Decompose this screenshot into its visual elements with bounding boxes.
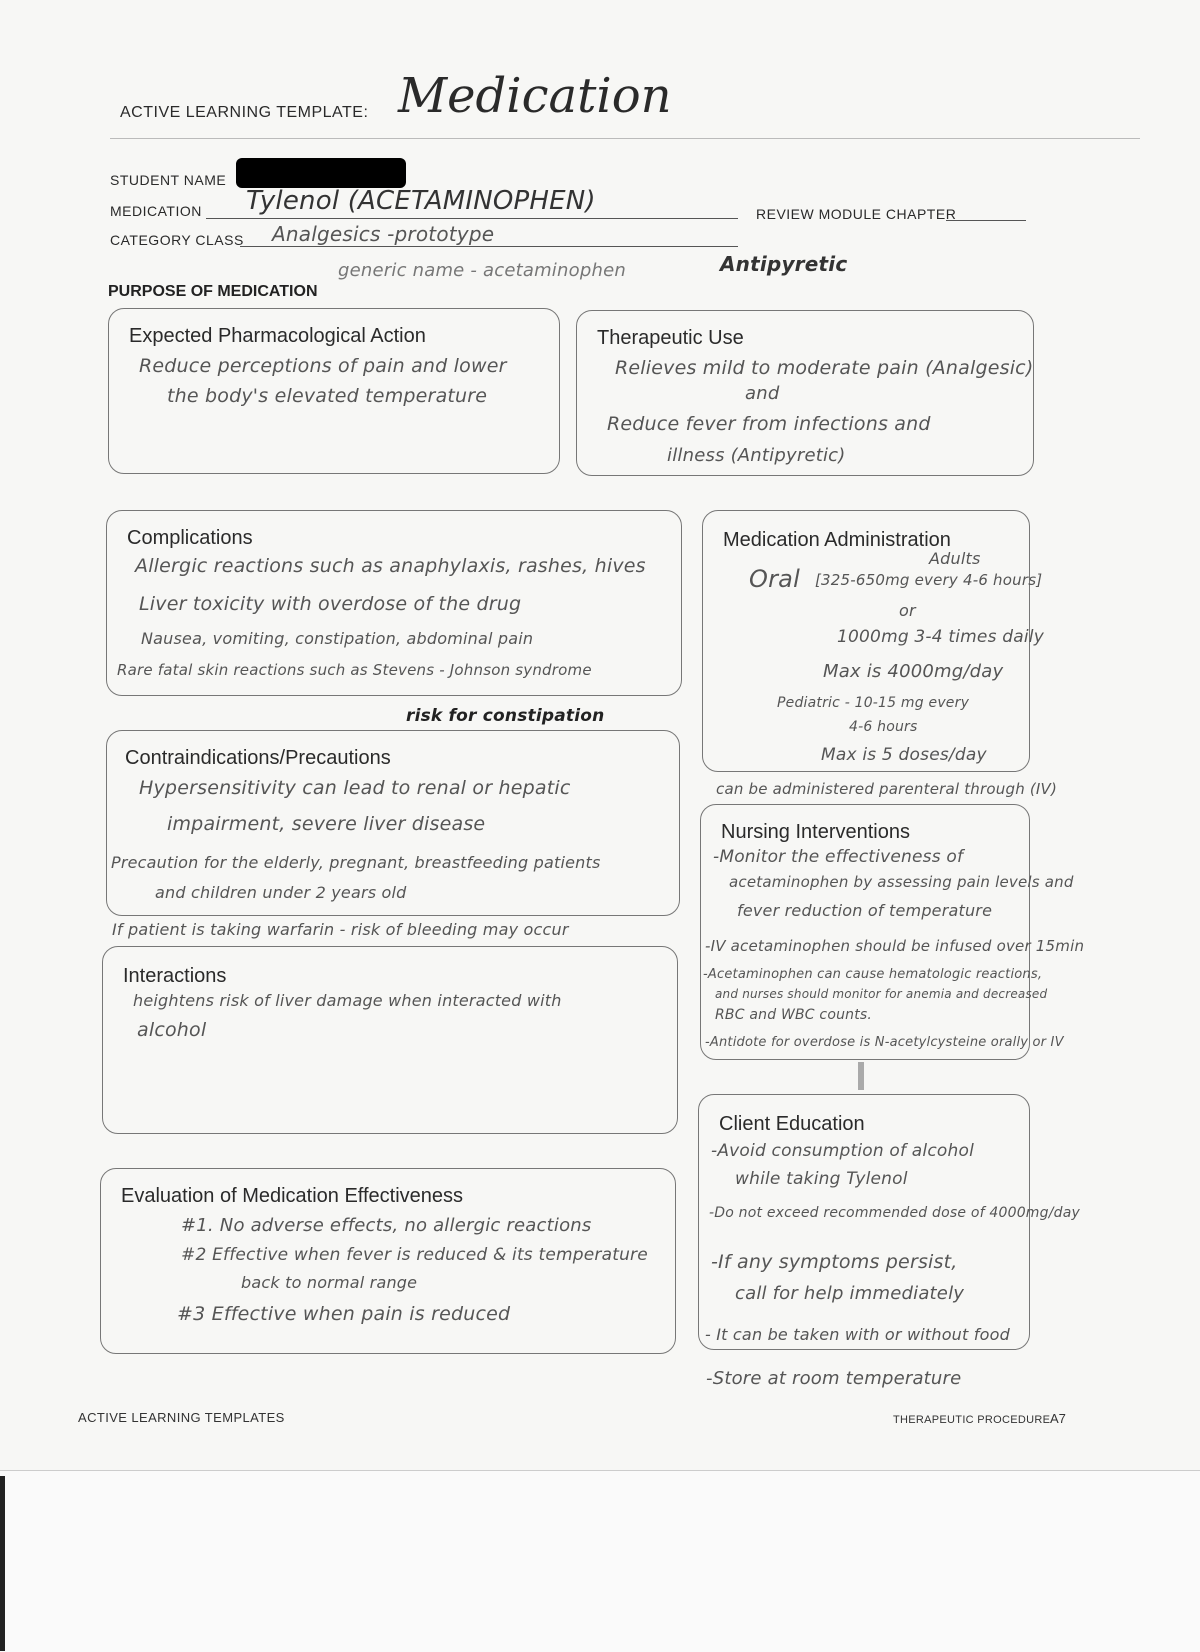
nursing-line: and nurses should monitor for anemia and decreased (715, 987, 1048, 1001)
therapeutic-use-line: Relieves mild to moderate pain (Analgesic) (615, 357, 1034, 379)
contraindications-line: and children under 2 years old (155, 883, 407, 902)
administration-or: or (899, 601, 916, 620)
evaluation-box (100, 1168, 676, 1354)
nursing-line: acetaminophen by assessing pain levels and (729, 873, 1074, 891)
category-value: Analgesics -prototype (272, 222, 495, 246)
generic-name-note: generic name - acetaminophen (338, 260, 626, 281)
complications-note: risk for constipation (406, 706, 605, 726)
medication-underline (206, 218, 738, 219)
interactions-line: alcohol (137, 1019, 207, 1041)
student-name-label: STUDENT NAME (110, 172, 227, 188)
interactions-box (102, 946, 678, 1134)
administration-box (702, 510, 1044, 772)
evaluation-line: #2 Effective when fever is reduced & its temperature (181, 1245, 648, 1265)
education-line: -Store at room temperature (706, 1368, 962, 1389)
education-line: call for help immediately (735, 1283, 965, 1304)
template-prefix: ACTIVE LEARNING TEMPLATE: (120, 104, 369, 121)
interactions-line: heightens risk of liver damage when interacted with (133, 991, 562, 1010)
nursing-line: -Monitor the effectiveness of (713, 847, 964, 867)
purpose-label: PURPOSE OF MEDICATION (108, 283, 318, 300)
education-box (698, 1094, 1080, 1350)
expected-action-title: Expected Pharmacological Action (129, 325, 426, 347)
contraindications-title: Contraindications/Precautions (125, 747, 391, 769)
contraindications-line: Hypersensitivity can lead to renal or hepatic (139, 777, 571, 799)
nursing-line: -Acetaminophen can cause hematologic reactions, (703, 967, 1043, 982)
medication-value: Tylenol (ACETAMINOPHEN) (246, 186, 596, 216)
therapeutic-use-line: and (745, 383, 780, 404)
education-line: -If any symptoms persist, (711, 1251, 958, 1273)
page-bottom-edge (0, 1470, 1200, 1652)
category-label: CATEGORY CLASS (110, 232, 244, 248)
complications-line: Liver toxicity with overdose of the drug (139, 593, 522, 615)
therapeutic-use-line: illness (Antipyretic) (667, 445, 846, 466)
connector-line (858, 1062, 864, 1090)
education-line: -Avoid consumption of alcohol (711, 1141, 974, 1161)
administration-title: Medication Administration (723, 529, 951, 551)
footer-page: A7 (1050, 1411, 1066, 1426)
administration-pediatric-max: Max is 5 doses/day (821, 745, 987, 765)
contraindications-box (106, 730, 680, 916)
header-rule (110, 138, 1140, 139)
evaluation-line: #1. No adverse effects, no allergic reactions (181, 1215, 592, 1236)
administration-dose1: [325-650mg every 4-6 hours] (815, 571, 1043, 589)
education-line: while taking Tylenol (735, 1169, 908, 1189)
administration-dose2: 1000mg 3-4 times daily (837, 627, 1044, 647)
footer-left: ACTIVE LEARNING TEMPLATES (78, 1410, 285, 1425)
education-line: - It can be taken with or without food (705, 1325, 1010, 1344)
administration-adults: Adults (929, 549, 981, 568)
expected-action-line: the body's elevated temperature (167, 385, 488, 407)
therapeutic-use-line: Reduce fever from infections and (607, 413, 931, 435)
complications-line: Nausea, vomiting, constipation, abdominal pain (141, 629, 534, 648)
complications-title: Complications (127, 527, 253, 549)
education-title: Client Education (719, 1113, 865, 1135)
nursing-line: RBC and WBC counts. (715, 1007, 873, 1023)
therapeutic-use-box (576, 310, 1034, 476)
expected-action-box (108, 308, 560, 474)
contraindications-line: Precaution for the elderly, pregnant, breastfeeding patients (111, 853, 601, 872)
education-line: -Do not exceed recommended dose of 4000mg/day (709, 1205, 1080, 1221)
administration-max: Max is 4000mg/day (823, 661, 1004, 682)
contraindications-line: If patient is taking warfarin - risk of bleeding may occur (112, 920, 569, 939)
therapeutic-use-title: Therapeutic Use (597, 327, 744, 349)
administration-pediatric: Pediatric - 10-15 mg every (777, 695, 970, 711)
complications-line: Allergic reactions such as anaphylaxis, rashes, hives (135, 555, 646, 577)
expected-action-line: Reduce perceptions of pain and lower (139, 355, 507, 377)
page-title: Medication (398, 68, 672, 124)
review-module-underline (946, 220, 1026, 221)
nursing-title: Nursing Interventions (721, 821, 910, 843)
category-underline (240, 246, 738, 247)
contraindications-line: impairment, severe liver disease (167, 813, 486, 835)
complications-line: Rare fatal skin reactions such as Stevens - Johnson syndrome (117, 661, 592, 679)
redacted-name-box (236, 158, 406, 188)
evaluation-line: back to normal range (241, 1273, 418, 1292)
evaluation-line: #3 Effective when pain is reduced (177, 1303, 511, 1325)
nursing-line: fever reduction of temperature (737, 901, 993, 920)
nursing-line: -IV acetaminophen should be infused over 15min (705, 937, 1085, 955)
evaluation-title: Evaluation of Medication Effectiveness (121, 1185, 464, 1207)
left-margin-bar (0, 1476, 5, 1651)
footer-right: THERAPEUTIC PROCEDURE (893, 1414, 1051, 1426)
template-header (120, 68, 820, 138)
interactions-title: Interactions (123, 965, 227, 987)
complications-box (106, 510, 682, 696)
antipyretic-note: Antipyretic (720, 252, 848, 276)
medication-label: MEDICATION (110, 203, 202, 219)
administration-pediatric-hours: 4-6 hours (849, 719, 918, 735)
review-module-label: REVIEW MODULE CHAPTER (756, 206, 957, 222)
nursing-line: -Antidote for overdose is N-acetylcysteine orally or IV (705, 1035, 1064, 1050)
administration-oral: Oral (749, 565, 800, 593)
nursing-box (700, 804, 1085, 1060)
administration-iv-note: can be administered parenteral through (IV) (716, 780, 1058, 798)
